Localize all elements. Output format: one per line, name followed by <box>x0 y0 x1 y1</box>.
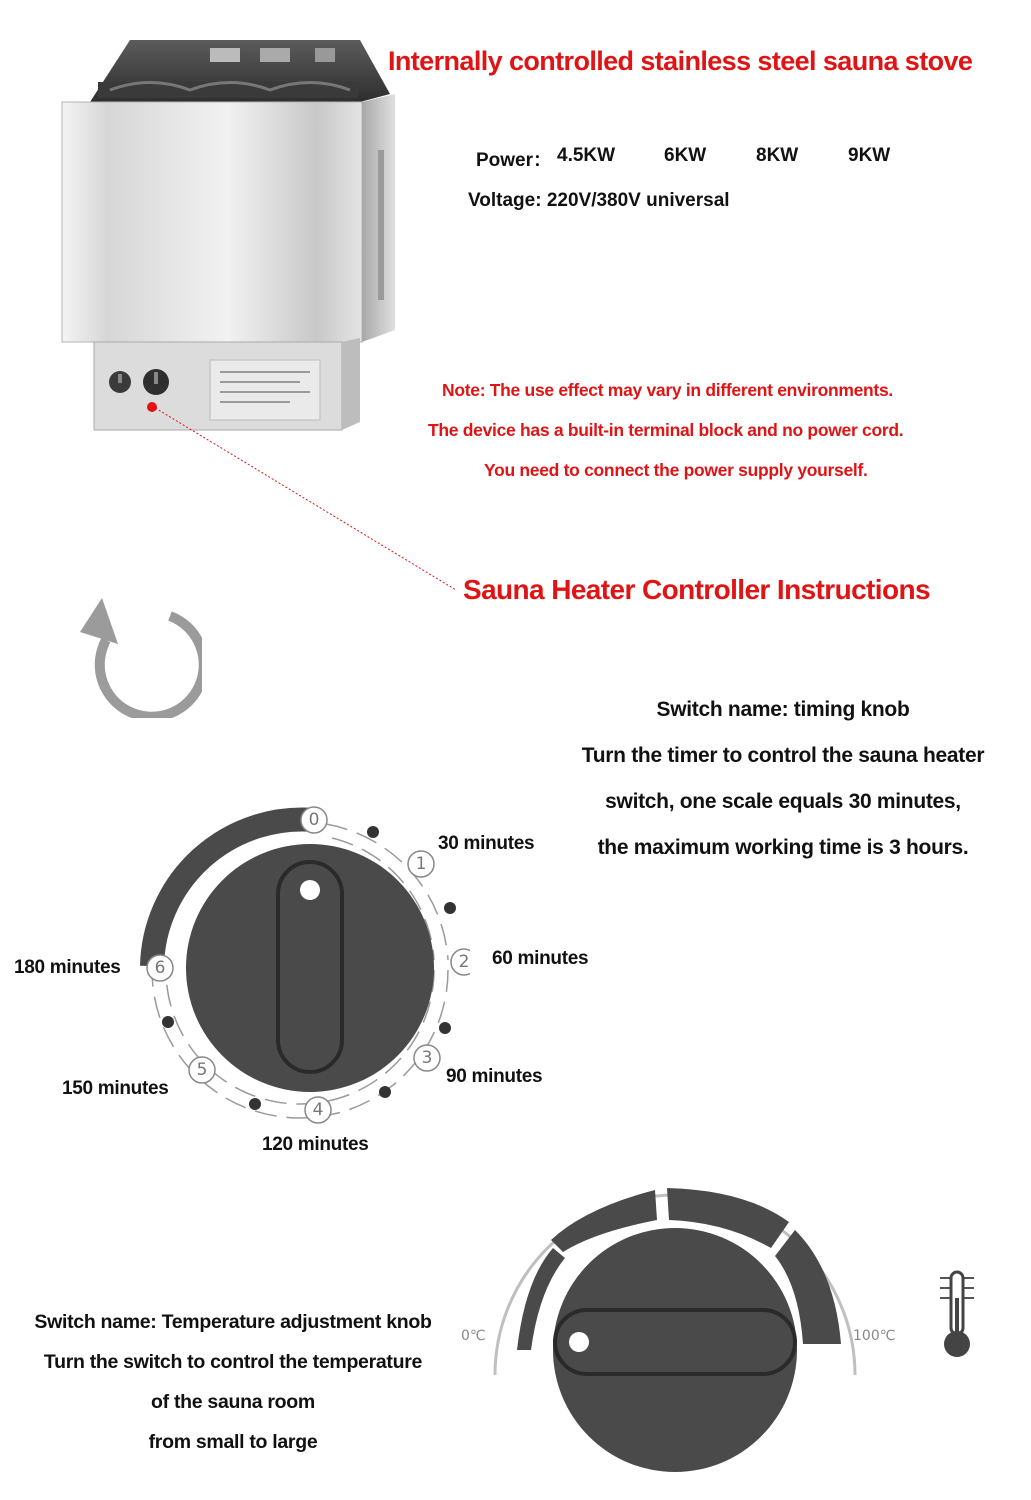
power-value-9kw: 9KW <box>848 145 891 166</box>
label-120-minutes: 120 minutes <box>262 1134 369 1155</box>
power-label: Power： <box>476 150 553 171</box>
dial-number-4: 4 <box>312 1100 324 1120</box>
dial-number-3: 3 <box>421 1048 433 1068</box>
page-title: Internally controlled stainless steel sauna stove <box>388 46 973 76</box>
dial-number-6: 6 <box>154 958 166 978</box>
dial-number-0: 0 <box>308 810 320 830</box>
timing-dial <box>130 800 470 1140</box>
controller-title: Sauna Heater Controller Instructions <box>463 574 930 605</box>
power-value-8kw: 8KW <box>756 145 799 166</box>
temperature-line-2: Turn the switch to control the temperature <box>43 1351 423 1373</box>
timing-line-3: switch, one scale equals 30 minutes, <box>605 790 961 813</box>
power-value-6kw: 6KW <box>664 145 707 166</box>
temperature-dial <box>455 1160 935 1500</box>
thermometer-icon <box>930 1268 984 1364</box>
temperature-knob[interactable] <box>553 1228 797 1472</box>
timing-line-1: Switch name: timing knob <box>656 698 910 721</box>
label-180-minutes: 180 minutes <box>14 957 121 978</box>
note-line-1: Note: The use effect may vary in different environments. <box>442 380 893 400</box>
temp-min-label: 0℃ <box>461 1328 486 1344</box>
power-value-4-5kw: 4.5KW <box>557 145 616 166</box>
temperature-line-4: from small to large <box>148 1431 318 1453</box>
temp-max-label: 100℃ <box>853 1328 896 1344</box>
dial-number-5: 5 <box>196 1060 208 1080</box>
temperature-line-3: of the sauna room <box>151 1391 315 1413</box>
timing-line-4: the maximum working time is 3 hours. <box>597 836 969 859</box>
timing-knob-instructions <box>548 687 1018 871</box>
temperature-knob-instructions <box>10 1302 456 1462</box>
label-150-minutes: 150 minutes <box>62 1078 169 1099</box>
note-line-2: The device has a built-in terminal block and no power cord. <box>428 420 904 440</box>
rotate-clockwise-icon <box>66 596 202 718</box>
label-30-minutes: 30 minutes <box>438 833 535 854</box>
label-60-minutes: 60 minutes <box>492 948 589 969</box>
voltage-spec: Voltage: 220V/380V universal <box>468 190 730 211</box>
label-90-minutes: 90 minutes <box>446 1066 543 1087</box>
temperature-line-1: Switch name: Temperature adjustment knob <box>34 1311 432 1333</box>
note-line-3: You need to connect the power supply yourself. <box>484 460 868 480</box>
dial-number-2: 2 <box>458 952 470 972</box>
timing-line-2: Turn the timer to control the sauna heater <box>581 744 985 767</box>
dial-number-1: 1 <box>415 854 427 874</box>
